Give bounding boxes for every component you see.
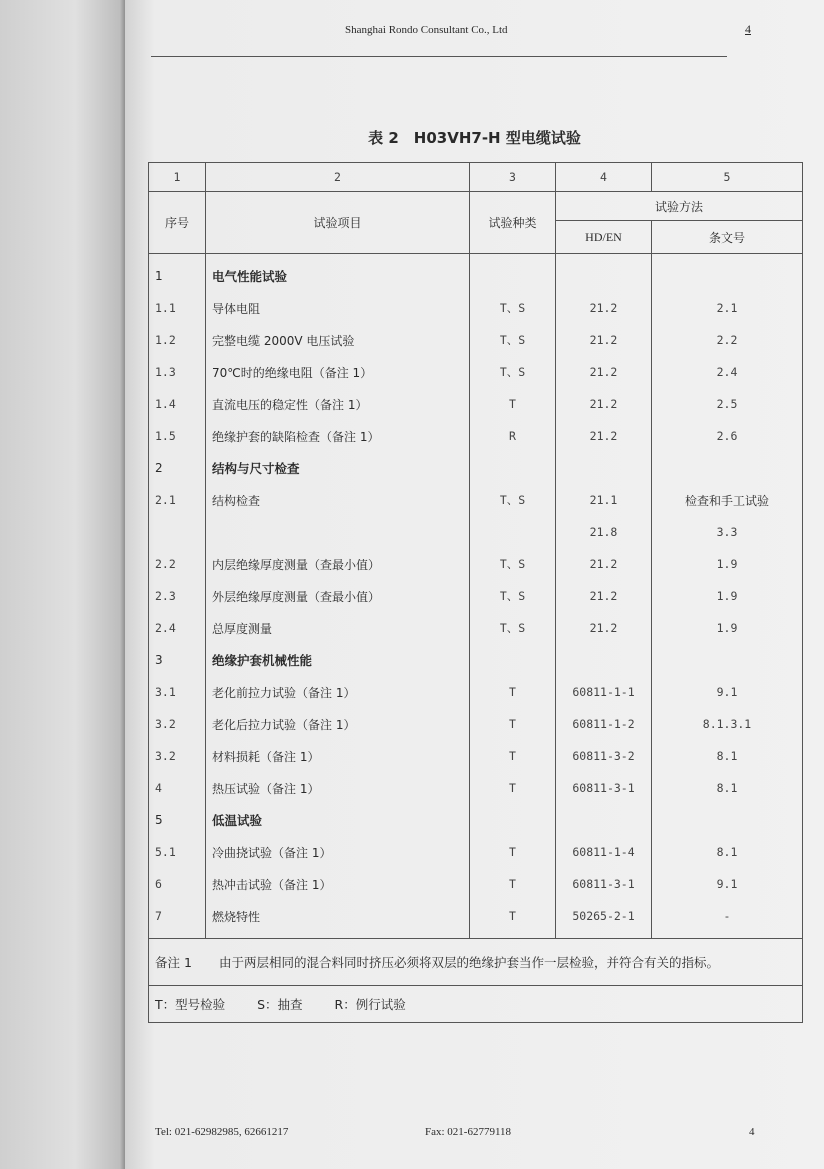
- note-text: 由于两层相同的混合料同时挤压必须将双层的绝缘护套当作一层检验，并符合有关的指标。: [218, 955, 719, 970]
- row-type: R: [470, 420, 556, 452]
- table-row: [149, 900, 803, 939]
- row-seq: 3.1: [149, 676, 206, 708]
- legend-type-test: T：型号检验: [155, 997, 226, 1012]
- row-item: 冷曲挠试验（备注 1）: [206, 836, 470, 868]
- table-section-row: [149, 804, 803, 836]
- legend-sample-test: S：抽查: [257, 997, 303, 1012]
- row-seq: 2: [149, 452, 206, 484]
- row-item: 70℃时的绝缘电阻（备注 1）: [206, 356, 470, 388]
- row-hden: 21.2: [556, 356, 652, 388]
- row-item: 热冲击试验（备注 1）: [206, 868, 470, 900]
- row-type: T、S: [470, 612, 556, 644]
- table-row: [149, 836, 803, 868]
- row-seq: 3.2: [149, 708, 206, 740]
- table-row: [149, 772, 803, 804]
- row-clause: 9.1: [652, 676, 803, 708]
- row-item: 老化前拉力试验（备注 1）: [206, 676, 470, 708]
- row-item: 结构检查: [206, 484, 470, 516]
- table-section-row: [149, 644, 803, 676]
- legend-cell: [149, 986, 803, 1023]
- row-hden: 21.1: [556, 484, 652, 516]
- table-row: [149, 548, 803, 580]
- row-clause: 8.1: [652, 836, 803, 868]
- row-clause: [652, 804, 803, 836]
- row-clause: 1.9: [652, 612, 803, 644]
- table-row: [149, 356, 803, 388]
- header-hden: HD/EN: [556, 221, 652, 254]
- footer-tel: Tel: 021-62982985, 62661217: [155, 1126, 289, 1138]
- row-item: 结构与尺寸检查: [206, 452, 470, 484]
- document-page: [125, 0, 824, 1169]
- table-section-row: [149, 254, 803, 293]
- row-item: 老化后拉力试验（备注 1）: [206, 708, 470, 740]
- row-item: 直流电压的稳定性（备注 1）: [206, 388, 470, 420]
- row-seq: 1.4: [149, 388, 206, 420]
- table-row: [149, 388, 803, 420]
- header-method: 试验方法: [556, 192, 803, 221]
- row-type: [470, 644, 556, 676]
- table-row: [149, 740, 803, 772]
- row-seq: 1.2: [149, 324, 206, 356]
- header-type: 试验种类: [470, 192, 556, 254]
- row-seq: 2.2: [149, 548, 206, 580]
- row-hden: 21.2: [556, 420, 652, 452]
- row-type: T: [470, 708, 556, 740]
- row-hden: 50265-2-1: [556, 900, 652, 939]
- row-item: 导体电阻: [206, 292, 470, 324]
- row-clause: 8.1: [652, 740, 803, 772]
- row-type: T: [470, 676, 556, 708]
- table-row: [149, 676, 803, 708]
- row-clause: -: [652, 900, 803, 939]
- col-number: 5: [652, 163, 803, 192]
- row-type: [470, 452, 556, 484]
- row-type: T: [470, 772, 556, 804]
- header-seq: 序号: [149, 192, 206, 254]
- row-type: T: [470, 740, 556, 772]
- row-seq: 6: [149, 868, 206, 900]
- row-hden: 60811-3-2: [556, 740, 652, 772]
- row-seq: 2.1: [149, 484, 206, 516]
- row-clause: 2.4: [652, 356, 803, 388]
- row-item: 燃烧特性: [206, 900, 470, 939]
- row-hden: 21.8: [556, 516, 652, 548]
- row-seq: 1: [149, 254, 206, 293]
- row-seq: 3: [149, 644, 206, 676]
- row-hden: 60811-3-1: [556, 868, 652, 900]
- row-item: 绝缘护套的缺陷检查（备注 1）: [206, 420, 470, 452]
- row-item: [206, 516, 470, 548]
- table-row: [149, 868, 803, 900]
- table-row: [149, 484, 803, 516]
- row-hden: 21.2: [556, 292, 652, 324]
- row-type: T: [470, 868, 556, 900]
- row-type: T: [470, 388, 556, 420]
- row-item: 热压试验（备注 1）: [206, 772, 470, 804]
- row-type: T、S: [470, 580, 556, 612]
- row-hden: 21.2: [556, 580, 652, 612]
- table-row: [149, 324, 803, 356]
- row-seq: 1.1: [149, 292, 206, 324]
- table-row: [149, 516, 803, 548]
- row-type: [470, 254, 556, 293]
- row-item: 外层绝缘厚度测量（查最小值）: [206, 580, 470, 612]
- row-clause: 检查和手工试验: [652, 484, 803, 516]
- row-clause: [652, 254, 803, 293]
- table-title: 表 2 H03VH7-H 型电缆试验: [368, 129, 581, 147]
- row-item: 材料损耗（备注 1）: [206, 740, 470, 772]
- row-hden: 60811-1-1: [556, 676, 652, 708]
- row-hden: 21.2: [556, 548, 652, 580]
- row-type: [470, 516, 556, 548]
- note-cell: [149, 939, 803, 986]
- row-hden: [556, 254, 652, 293]
- row-clause: 1.9: [652, 548, 803, 580]
- table-row: [149, 292, 803, 324]
- row-type: T: [470, 836, 556, 868]
- legend-row: [149, 986, 803, 1023]
- header-clause: 条文号: [652, 221, 803, 254]
- row-hden: 60811-1-2: [556, 708, 652, 740]
- row-hden: [556, 644, 652, 676]
- col-number: 1: [149, 163, 206, 192]
- test-table: [148, 162, 803, 1023]
- row-item: 绝缘护套机械性能: [206, 644, 470, 676]
- header-company: Shanghai Rondo Consultant Co., Ltd: [345, 24, 508, 36]
- col-number: 2: [206, 163, 470, 192]
- table-row: [149, 420, 803, 452]
- row-clause: 2.1: [652, 292, 803, 324]
- row-seq: 5.1: [149, 836, 206, 868]
- table-row: [149, 708, 803, 740]
- table-row: [149, 580, 803, 612]
- col-number: 4: [556, 163, 652, 192]
- footer-fax: Fax: 021-62779118: [425, 1126, 512, 1138]
- row-item: 低温试验: [206, 804, 470, 836]
- row-hden: 60811-1-4: [556, 836, 652, 868]
- row-clause: 2.6: [652, 420, 803, 452]
- footer-page: 4: [749, 1126, 755, 1138]
- row-item: 内层绝缘厚度测量（查最小值）: [206, 548, 470, 580]
- row-type: [470, 804, 556, 836]
- row-seq: 1.5: [149, 420, 206, 452]
- row-seq: [149, 516, 206, 548]
- header-row: [149, 192, 803, 221]
- row-clause: 8.1.3.1: [652, 708, 803, 740]
- row-hden: 21.2: [556, 612, 652, 644]
- row-seq: 2.3: [149, 580, 206, 612]
- row-seq: 5: [149, 804, 206, 836]
- col-number: 3: [470, 163, 556, 192]
- row-clause: [652, 644, 803, 676]
- row-type: T、S: [470, 548, 556, 580]
- row-hden: 60811-3-1: [556, 772, 652, 804]
- row-hden: [556, 452, 652, 484]
- row-seq: 1.3: [149, 356, 206, 388]
- header-rule: [151, 56, 727, 57]
- header-item: 试验项目: [206, 192, 470, 254]
- adjacent-page-strip: [0, 0, 125, 1169]
- row-seq: 3.2: [149, 740, 206, 772]
- row-clause: 2.5: [652, 388, 803, 420]
- row-hden: 21.2: [556, 388, 652, 420]
- header-page-number: 4: [745, 22, 751, 36]
- row-type: T、S: [470, 292, 556, 324]
- row-clause: 1.9: [652, 580, 803, 612]
- row-clause: 3.3: [652, 516, 803, 548]
- table-section-row: [149, 452, 803, 484]
- row-seq: 7: [149, 900, 206, 939]
- row-type: T: [470, 900, 556, 939]
- row-seq: 4: [149, 772, 206, 804]
- row-seq: 2.4: [149, 612, 206, 644]
- row-clause: [652, 452, 803, 484]
- note-row: [149, 939, 803, 986]
- row-type: T、S: [470, 324, 556, 356]
- row-item: 完整电缆 2000V 电压试验: [206, 324, 470, 356]
- row-hden: 21.2: [556, 324, 652, 356]
- row-clause: 9.1: [652, 868, 803, 900]
- legend-routine-test: R：例行试验: [334, 997, 406, 1012]
- note-label: 备注 1: [155, 955, 192, 970]
- column-number-row: [149, 163, 803, 192]
- row-hden: [556, 804, 652, 836]
- row-item: 电气性能试验: [206, 254, 470, 293]
- row-clause: 2.2: [652, 324, 803, 356]
- row-type: T、S: [470, 484, 556, 516]
- table-row: [149, 612, 803, 644]
- row-clause: 8.1: [652, 772, 803, 804]
- row-type: T、S: [470, 356, 556, 388]
- row-item: 总厚度测量: [206, 612, 470, 644]
